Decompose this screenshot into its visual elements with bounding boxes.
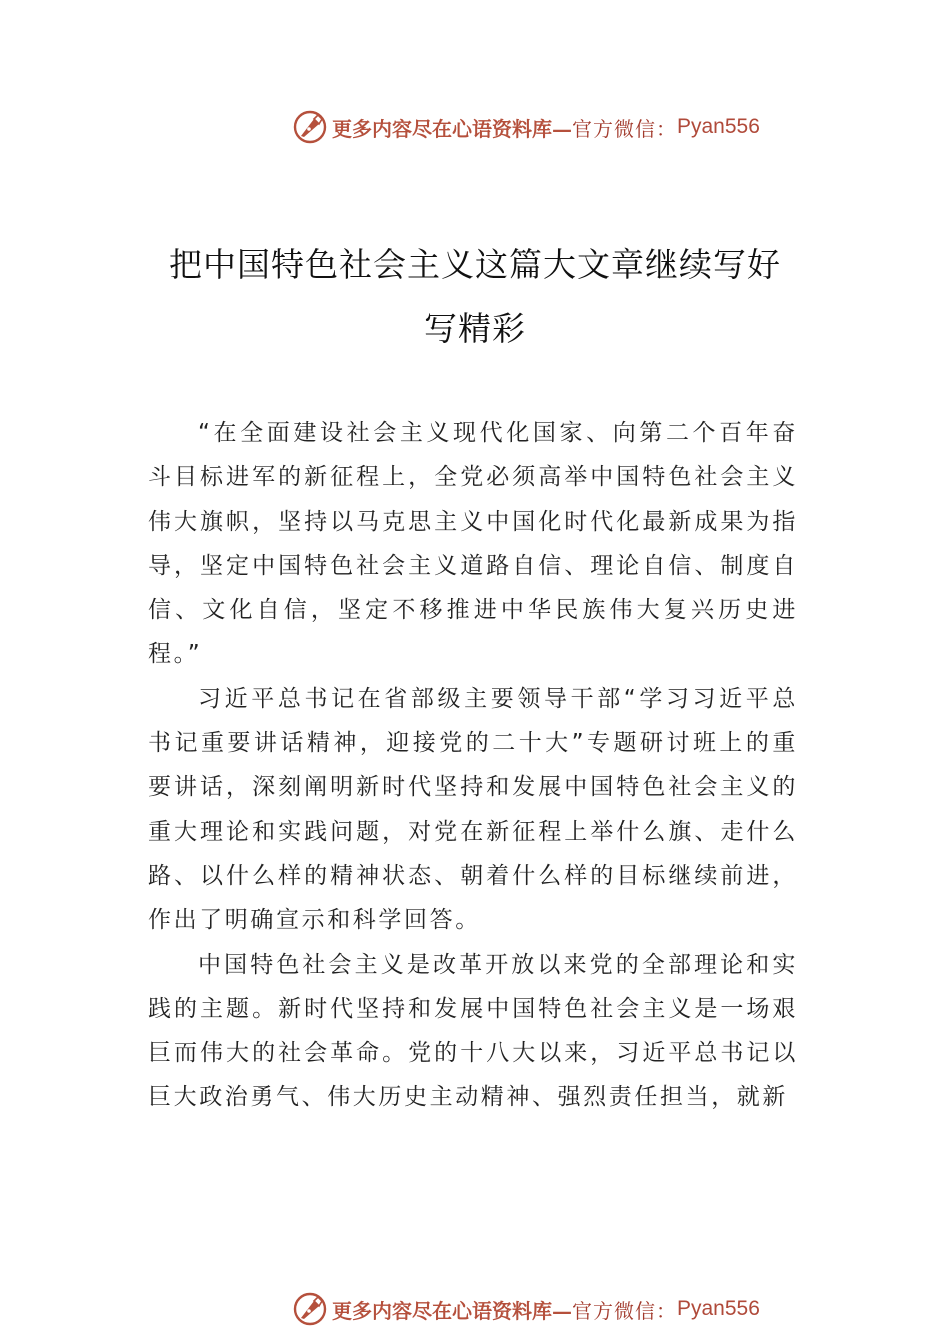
banner-promo-text: 更多内容尽在心语资料库— [332, 116, 572, 141]
banner-wechat-label: 官方微信： [572, 1298, 677, 1323]
pen-nib-logo-icon [292, 109, 328, 145]
body-paragraph: 中国特色社会主义是改革开放以来党的全部理论和实践的主题。新时代坚持和发展中国特色社会主义是一场艰巨而伟大的社会革命。党的十八大以来，习近平总书记以巨大政治勇气、伟大历史主动精神、强烈责任担当，就新 [148, 951, 798, 1111]
document-title-line-1: 把中国特色社会主义这篇大文章继续写好 [169, 245, 781, 284]
body-paragraph: “在全面建设社会主义现代化国家、向第二个百年奋斗目标进军的新征程上，全党必须高举中国特色社会主义伟大旗帜，坚持以马克思主义中国化时代化最新成果为指导，坚定中国特色社会主义道路自信、理论自信、制度自信、文化自信，坚定不移推进中华民族伟大复兴历史进程。” [148, 420, 798, 668]
banner-wechat-handle: Pyan556 [677, 115, 760, 138]
document-body [148, 411, 798, 1120]
banner-promo-text: 更多内容尽在心语资料库— [332, 1298, 572, 1323]
header-banner [292, 107, 760, 147]
document-title-line-2: 写精彩 [424, 309, 526, 348]
footer-banner [292, 1289, 760, 1329]
pen-nib-logo-icon [292, 1291, 328, 1327]
banner-wechat-label: 官方微信： [572, 116, 677, 141]
banner-wechat-handle: Pyan556 [677, 1297, 760, 1320]
body-paragraph: 习近平总书记在省部级主要领导干部“学习习近平总书记重要讲话精神，迎接党的二十大”专题研讨班上的重要讲话，深刻阐明新时代坚持和发展中国特色社会主义的重大理论和实践问题，对党在新征程上举什么旗、走什么路、以什么样的精神状态、朝着什么样的目标继续前进，作出了明确宣示和科学回答。 [148, 685, 798, 934]
